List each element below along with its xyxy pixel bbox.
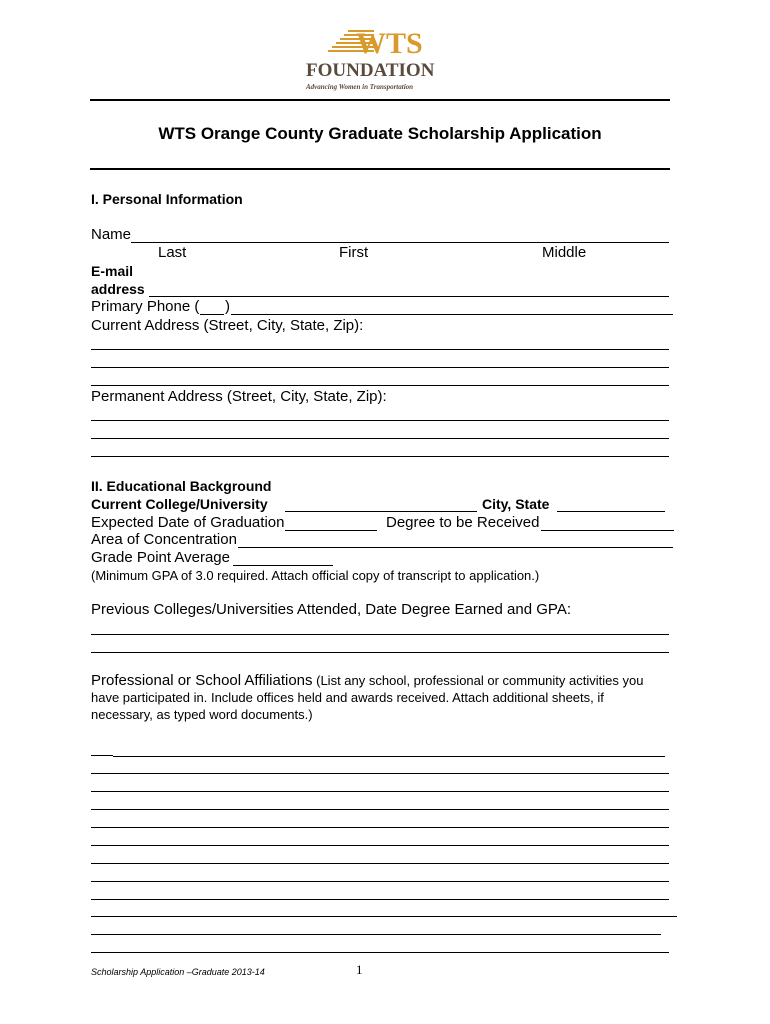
previous-colleges-label: Previous Colleges/Universities Attended, Date Degree Earned and GPA:: [91, 601, 571, 618]
name-field[interactable]: [131, 242, 669, 243]
phone-paren: ): [225, 298, 230, 315]
graduation-date-field[interactable]: [285, 530, 377, 531]
affiliations-line-1[interactable]: [113, 756, 665, 757]
logo-tagline-text: Advancing Women in Transportation: [306, 83, 414, 91]
affiliations-line-12[interactable]: [91, 952, 669, 953]
header-rule-top: [90, 99, 670, 101]
phone-area-code-field[interactable]: [200, 314, 224, 315]
email-field[interactable]: [149, 296, 669, 297]
college-label: Current College/University: [91, 496, 268, 512]
college-field[interactable]: [285, 511, 477, 512]
affiliations-line-2[interactable]: [91, 773, 669, 774]
affiliations-line-7[interactable]: [91, 863, 669, 864]
affiliations-text: [91, 672, 681, 723]
header-rule-bottom: [90, 168, 670, 170]
email-label-line1: E-mail: [91, 263, 134, 279]
affiliations-note-2: have participated in. Include offices held and awards received. Attach additional sheets, if: [91, 690, 604, 705]
affiliations-line-4[interactable]: [91, 809, 669, 810]
city-state-field[interactable]: [557, 511, 665, 512]
gpa-field[interactable]: [233, 565, 333, 566]
permanent-address-line-2[interactable]: [91, 438, 669, 439]
footer-page-number: 1: [356, 962, 363, 977]
current-address-line-3[interactable]: [91, 385, 669, 386]
first-name-caption: First: [339, 244, 369, 261]
concentration-label: Area of Concentration: [91, 531, 237, 548]
previous-colleges-line-1[interactable]: [91, 634, 669, 635]
gpa-label: Grade Point Average: [91, 549, 230, 566]
gpa-note: (Minimum GPA of 3.0 required. Attach official copy of transcript to application.): [91, 568, 540, 583]
page-title: WTS Orange County Graduate Scholarship Application: [158, 124, 602, 143]
logo-name-text: FOUNDATION: [306, 60, 435, 81]
affiliations-line-5[interactable]: [91, 827, 669, 828]
email-label-line2: address: [91, 281, 145, 297]
affiliations-line-1-short[interactable]: [91, 755, 113, 756]
degree-label: Degree to be Received: [386, 514, 540, 531]
affiliations-note-3: necessary, as typed word documents.): [91, 707, 313, 722]
affiliations-note-1: (List any school, professional or community activities you: [312, 673, 644, 688]
footer-document-name: Scholarship Application –Graduate 2013-14: [91, 967, 265, 977]
city-state-label: City, State: [482, 496, 550, 512]
phone-label: Primary Phone (: [91, 298, 200, 315]
section-personal-heading: I. Personal Information: [91, 191, 243, 207]
permanent-address-line-1[interactable]: [91, 420, 669, 421]
affiliations-line-11[interactable]: [91, 934, 661, 935]
affiliations-line-8[interactable]: [91, 881, 669, 882]
previous-colleges-line-2[interactable]: [91, 652, 669, 653]
concentration-field[interactable]: [238, 547, 673, 548]
affiliations-line-10[interactable]: [91, 916, 677, 917]
current-address-line-1[interactable]: [91, 349, 669, 350]
affiliations-line-9[interactable]: [91, 899, 669, 900]
degree-field[interactable]: [541, 530, 674, 531]
wts-foundation-logo: [300, 26, 440, 94]
section-education-heading: II. Educational Background: [91, 478, 272, 494]
permanent-address-line-3[interactable]: [91, 456, 669, 457]
name-label: Name: [91, 226, 132, 243]
last-name-caption: Last: [158, 244, 187, 261]
current-address-line-2[interactable]: [91, 367, 669, 368]
logo-mark-text: WTS: [356, 27, 423, 60]
logo-graphic: [300, 26, 440, 94]
affiliations-label: Professional or School Affiliations: [91, 672, 313, 689]
affiliations-line-3[interactable]: [91, 791, 669, 792]
middle-name-caption: Middle: [542, 244, 587, 261]
graduation-date-label: Expected Date of Graduation: [91, 514, 285, 531]
current-address-label: Current Address (Street, City, State, Zip):: [91, 317, 364, 334]
phone-number-field[interactable]: [231, 314, 673, 315]
affiliations-line-6[interactable]: [91, 845, 669, 846]
permanent-address-label: Permanent Address (Street, City, State, Zip):: [91, 388, 387, 405]
